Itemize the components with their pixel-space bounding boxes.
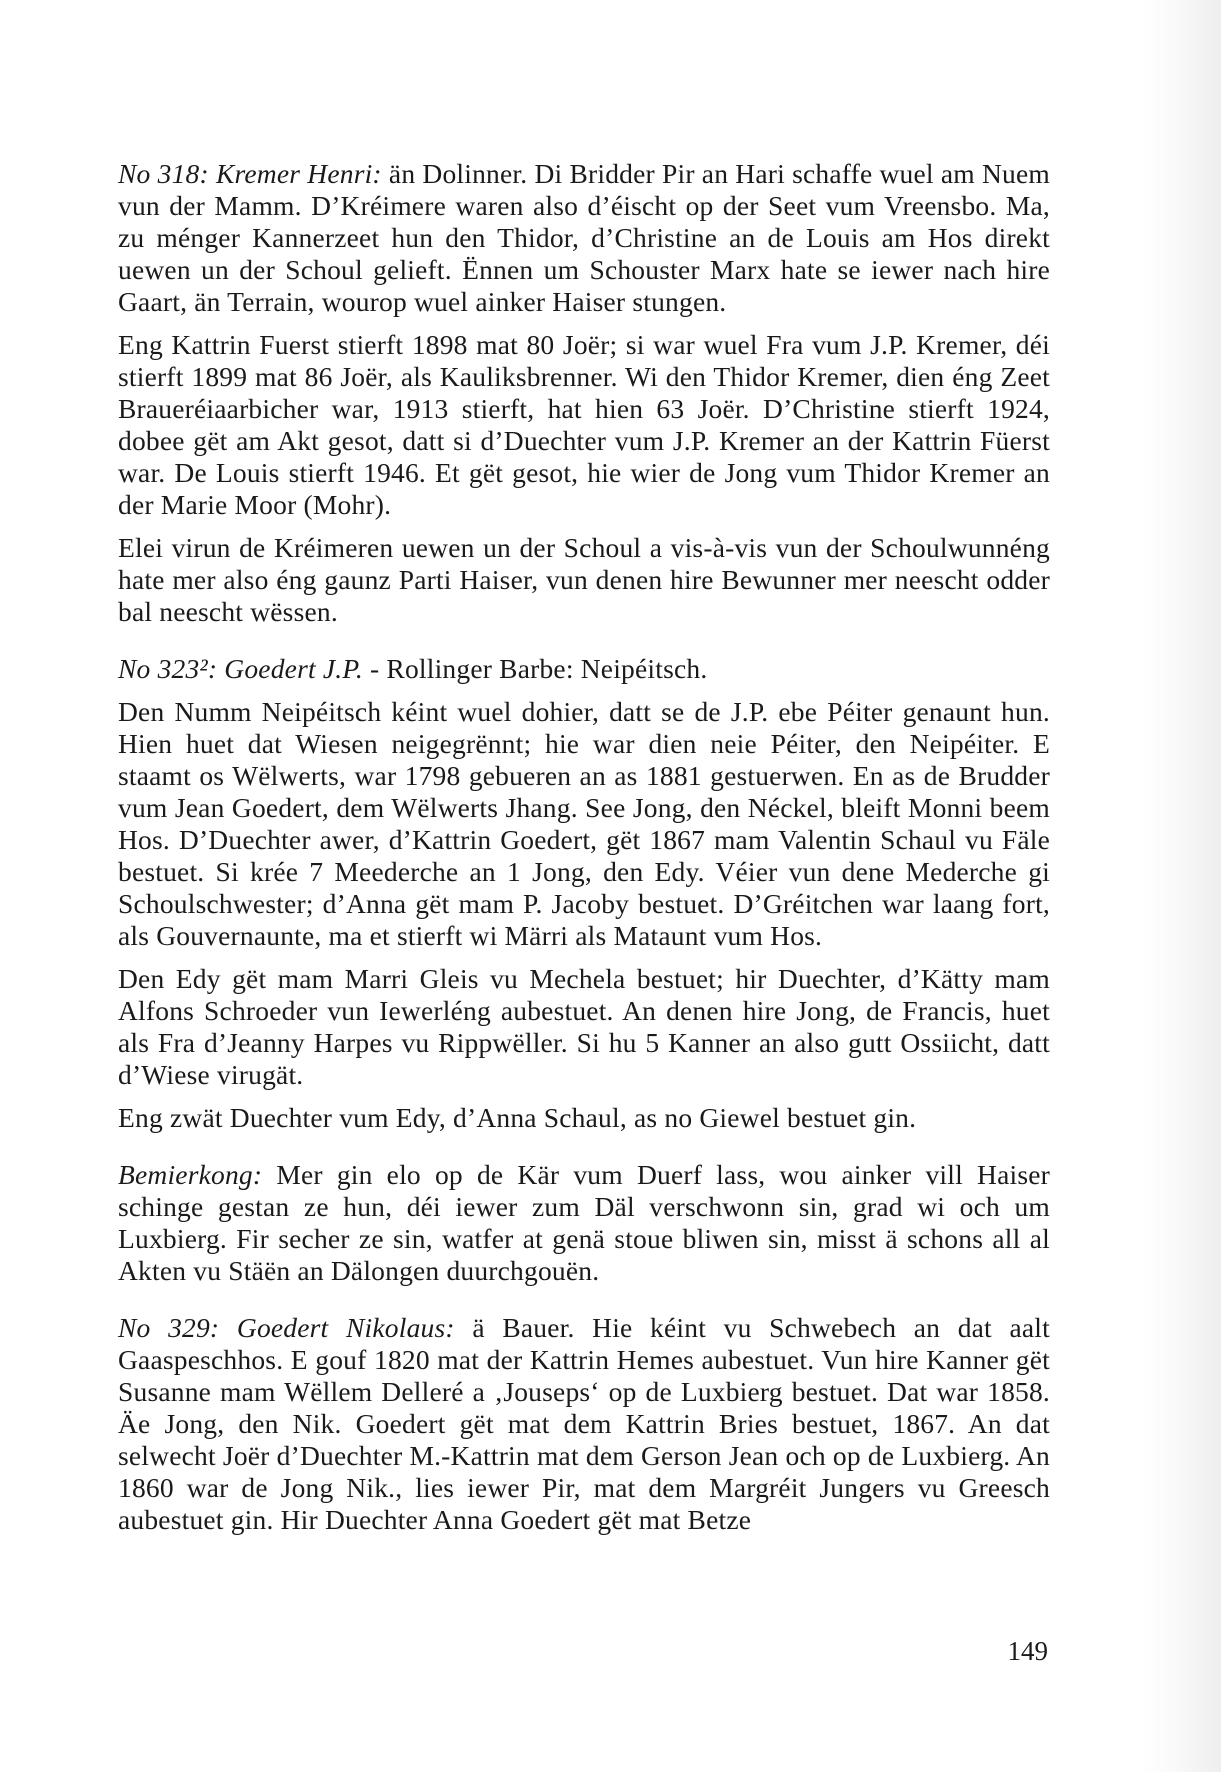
- entry-heading: No 323²: Goedert J.P.: [118, 653, 363, 684]
- paragraph-kattrin-fuerst: [118, 329, 1050, 521]
- paragraph-kreimeren: [118, 532, 1050, 628]
- paragraph-neipeitsch: [118, 696, 1050, 952]
- paragraph-text: Den Numm Neipéitsch kéint wuel dohier, datt se de J.P. ebe Péiter genaunt hun. Hien huet dat Wiesen neigegrënnt; hie war dien neie Péiter, den Neipéiter. E staamt os Wëlwerts, war 1798 gebueren an as 1881 gestuerwen. En as de Brudder vum Jean Goedert, dem Wëlwerts Jhang. See Jong, den Néckel, bleift Monni beem Hos. D’Duechter awer, d’Kattrin Goedert, gët 1867 mam Valentin Schaul vu Fäle bestuet. Si krée 7 Meederche an 1 Jong, den Edy. Véier vun dene Mederche gi Schoulschwester; d’Anna gët mam P. Jacoby bestuet. D’Gréitchen war laang fort, als Gouvernaunte, ma et stierft wi Märri als Mataunt vum Hos.: [118, 696, 1050, 951]
- entry-heading: No 329: Goedert Nikolaus:: [118, 1312, 455, 1343]
- entry-heading: Bemierkong:: [118, 1159, 263, 1190]
- paragraph-text: - Rollinger Barbe: Neipéitsch.: [362, 653, 708, 684]
- paragraph-text: ä Bauer. Hie kéint vu Schwebech an dat aalt Gaaspeschhos. E gouf 1820 mat der Kattrin Hemes aubestuet. Vun hire Kanner gët Susanne mam Wëllem Delleré a ‚Jouseps‘ op de Luxbierg bestuet. Dat war 1858. Äe Jong, den Nik. Goedert gët mat dem Kattrin Bries bestuet, 1867. An dat selwecht Joër d’Duechter M.-Kattrin mat dem Gerson Jean och op de Luxbierg. An 1860 war de Jong Nik., lies iewer Pir, mat dem Margréit Jungers vu Greesch aubestuet gin. Hir Duechter Anna Goedert gët mat Betze: [118, 1312, 1050, 1535]
- paragraph-no-318: [118, 158, 1050, 318]
- paragraph-text: Eng Kattrin Fuerst stierft 1898 mat 80 Joër; si war wuel Fra vum J.P. Kremer, déi stierft 1899 mat 86 Joër, als Kauliksbrenner. Wi den Thidor Kremer, dien éng Zeet Braueréiaarbicher war, 1913 stierft, hat hien 63 Joër. D’Christine stierft 1924, dobee gët am Akt gesot, datt si d’Duechter vum J.P. Kremer an der Kattrin Füerst war. De Louis stierft 1946. Et gët gesot, hie wier de Jong vum Thidor Kremer an der Marie Moor (Mohr).: [118, 329, 1050, 520]
- paragraph-bemierkong: [118, 1159, 1050, 1287]
- paragraph-text: Mer gin elo op de Kär vum Duerf lass, wou ainker vill Haiser schinge gestan ze hun, déi iewer zum Däl verschwonn sin, grad wi och um Luxbierg. Fir secher ze sin, watfer at genä stoue bliwen sin, misst ä schons all al Akten vu Stäën an Dälongen duurchgouën.: [118, 1159, 1050, 1286]
- page-number: 149: [1007, 1636, 1048, 1666]
- paragraph-text: Den Edy gët mam Marri Gleis vu Mechela bestuet; hir Duechter, d’Kätty mam Alfons Schroeder vun Iewerléng aubestuet. An denen hire Jong, de Francis, huet als Fra d’Jeanny Harpes vu Rippwëller. Si hu 5 Kanner an also gutt Ossiicht, datt d’Wiese virugät.: [118, 963, 1050, 1090]
- entry-heading: No 318: Kremer Henri:: [118, 158, 382, 189]
- paragraph-anna-schaul: [118, 1102, 1050, 1134]
- paragraph-text: än Dolinner. Di Bridder Pir an Hari schaffe wuel am Nuem vun der Mamm. D’Kréimere waren also d’éischt op der Seet vum Vreensbo. Ma, zu ménger Kannerzeet hun den Thidor, d’Christine an de Louis am Hos direkt uewen un der Schoul gelieft. Ënnen um Schouster Marx hate se iewer nach hire Gaart, än Terrain, wourop wuel ainker Haiser stungen.: [118, 158, 1051, 317]
- paragraph-edy: [118, 963, 1050, 1091]
- paragraph-no-329: [118, 1312, 1050, 1536]
- text-body: [118, 158, 1050, 1536]
- paragraph-no-323: [118, 653, 1050, 685]
- page-edge-shadow: [1141, 0, 1221, 1772]
- paragraph-text: Elei virun de Kréimeren uewen un der Schoul a vis-à-vis vun der Schoulwunnéng hate mer also éng gaunz Parti Haiser, vun denen hire Bewunner mer neescht odder bal neescht wëssen.: [118, 532, 1050, 627]
- paragraph-text: Eng zwät Duechter vum Edy, d’Anna Schaul, as no Giewel bestuet gin.: [118, 1102, 917, 1133]
